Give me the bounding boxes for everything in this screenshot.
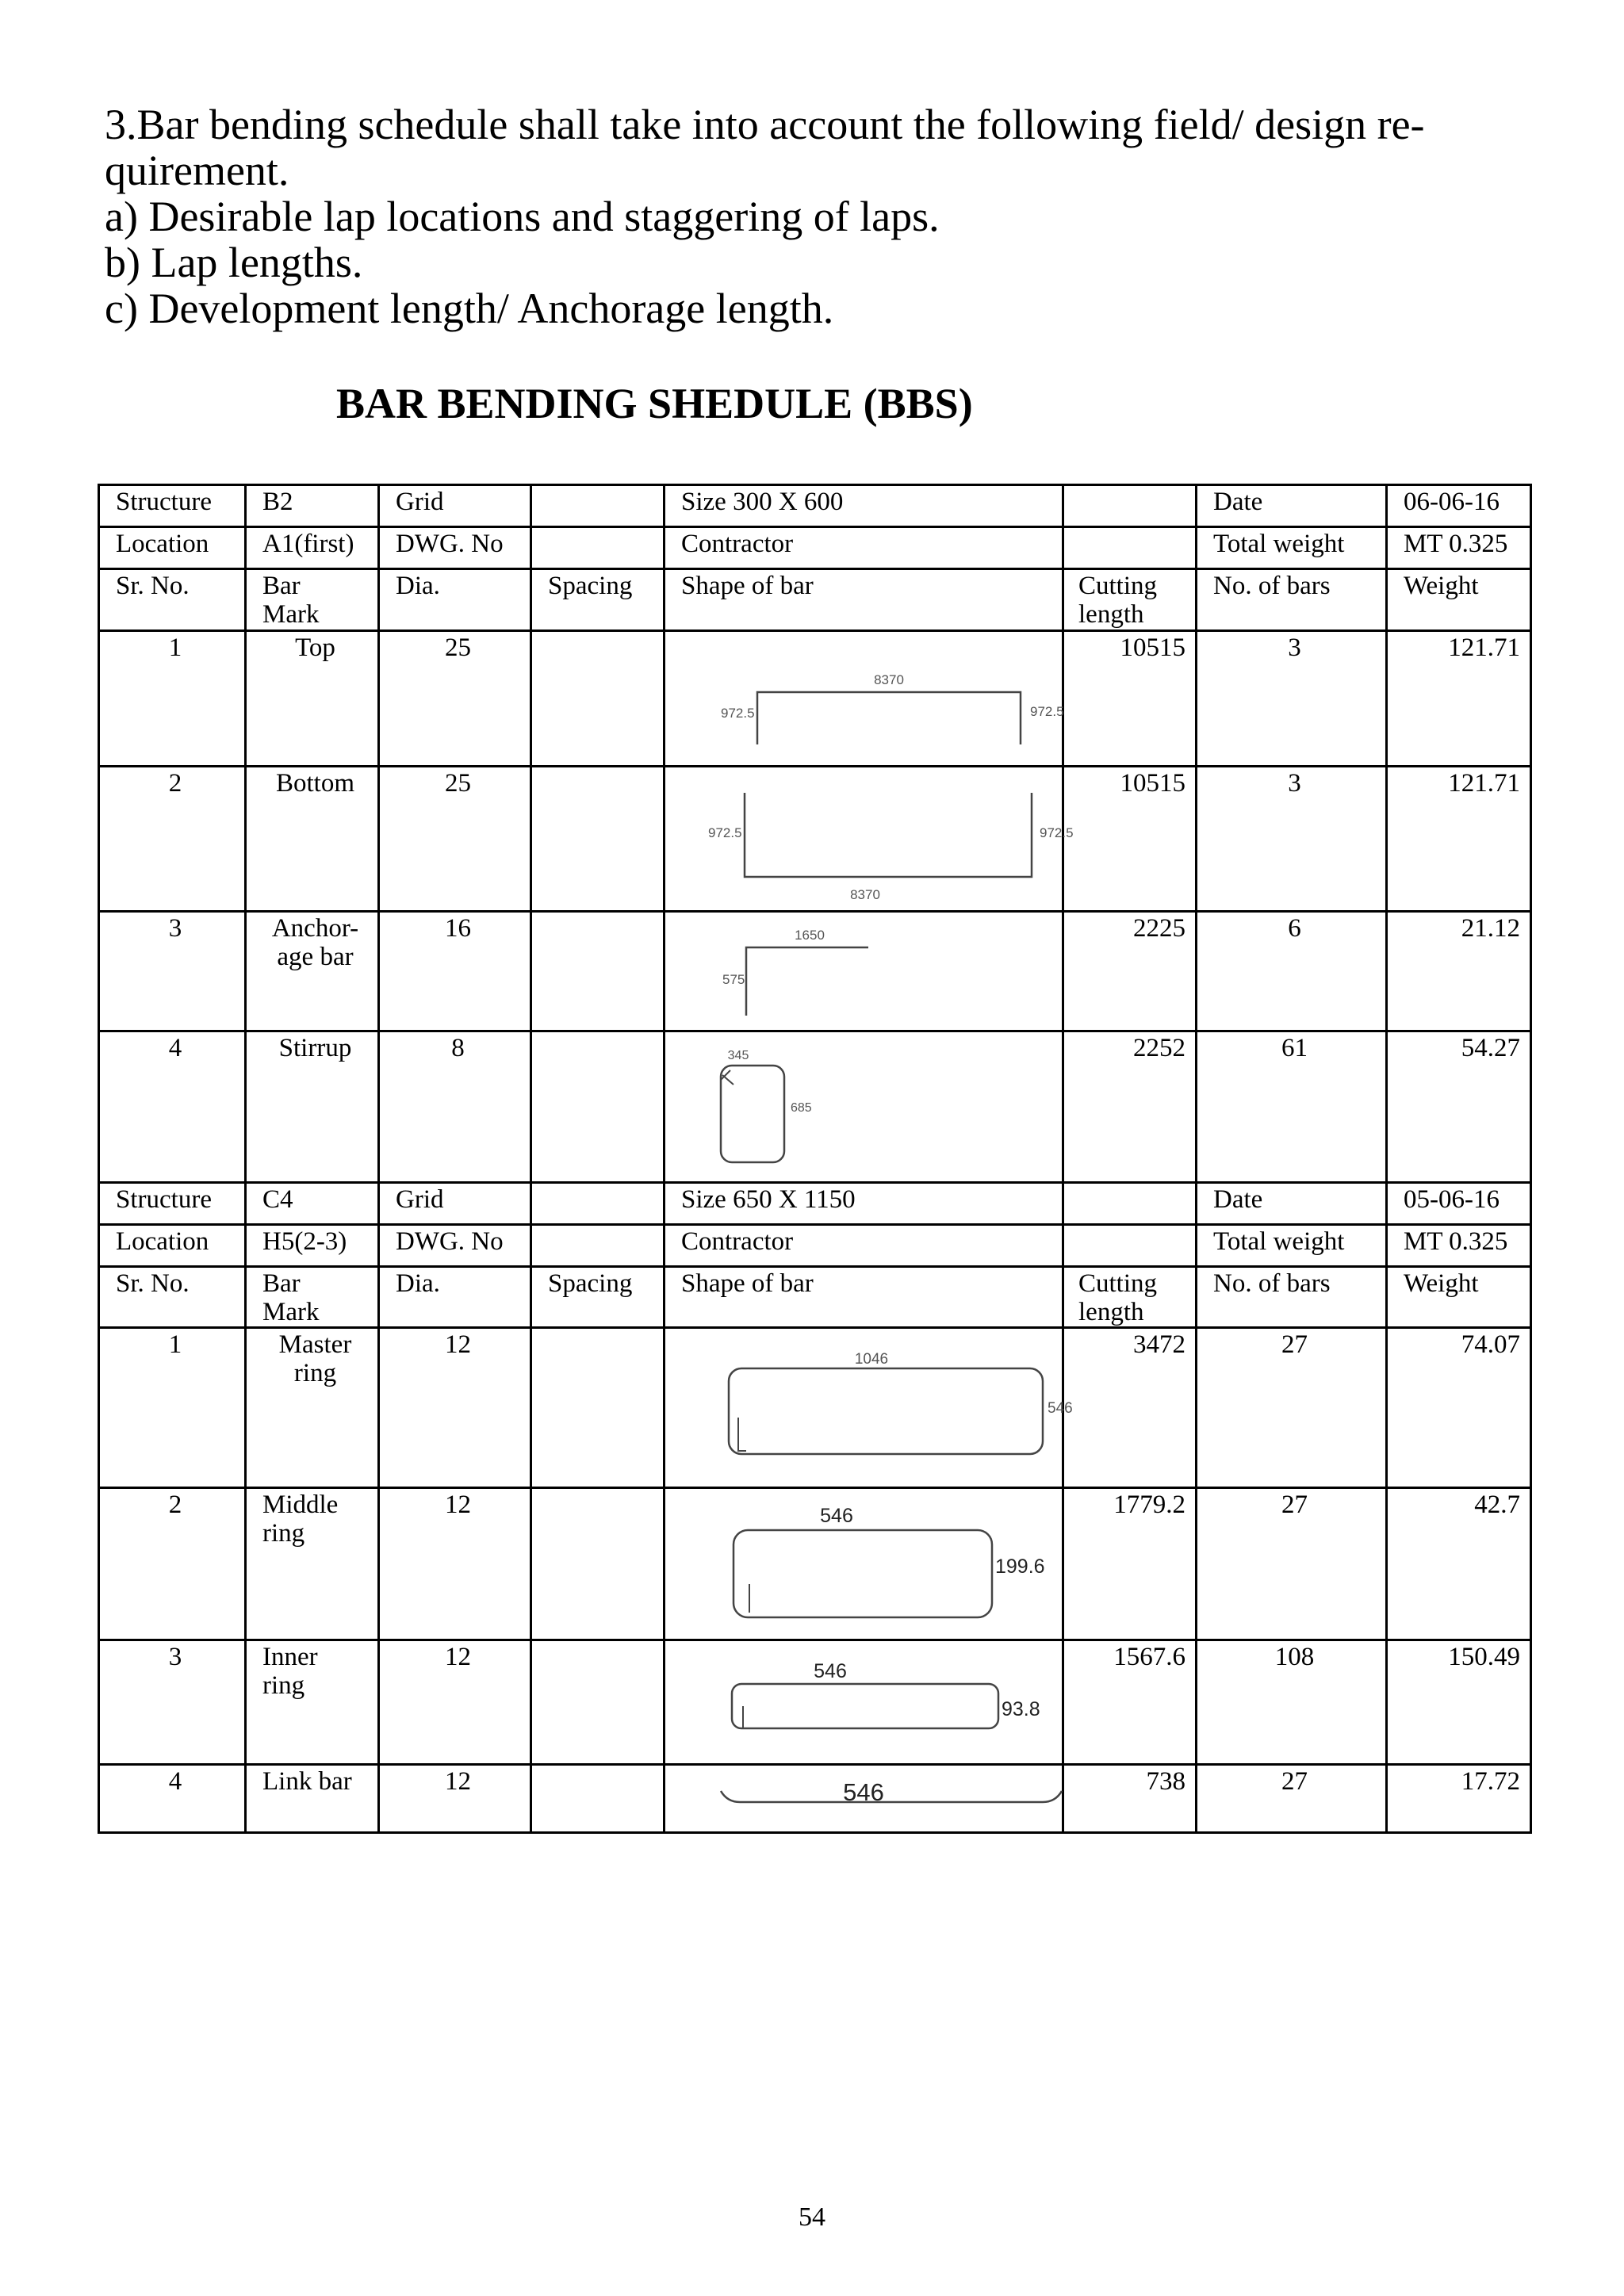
inner-height-label: 93.8 — [1002, 1698, 1040, 1720]
table-row — [99, 1488, 1531, 1640]
top-length-label: 8370 — [874, 672, 904, 687]
spacing — [531, 631, 665, 767]
grid-label: Grid — [379, 1183, 531, 1225]
no-of-bars-header: No. of bars — [1197, 569, 1387, 631]
no-of-bars: 3 — [1197, 631, 1387, 767]
table-row — [99, 1640, 1531, 1765]
bar-mark: Bottom — [246, 767, 379, 912]
bbs-table — [98, 484, 1532, 1834]
section2-location-row — [99, 1225, 1531, 1267]
intro-text — [105, 101, 1532, 331]
no-of-bars: 27 — [1197, 1328, 1387, 1488]
middle-ring-shape — [681, 1490, 1078, 1639]
grid-value — [531, 485, 665, 527]
no-of-bars: 27 — [1197, 1765, 1387, 1833]
structure-label: Structure — [99, 485, 246, 527]
section1-header-row — [99, 569, 1531, 631]
no-of-bars-header: No. of bars — [1197, 1267, 1387, 1328]
spacing-header: Spacing — [531, 569, 665, 631]
cutting-length: 2252 — [1063, 1031, 1197, 1183]
total-weight-value: MT 0.325 — [1387, 1225, 1531, 1267]
sr-no: 3 — [99, 1640, 246, 1765]
bottom-bar-shape — [681, 769, 1078, 910]
cutting-length: 2225 — [1063, 912, 1197, 1031]
sr-no: 4 — [99, 1765, 246, 1833]
master-height-label: 546 — [1048, 1400, 1073, 1417]
weight: 21.12 — [1387, 912, 1531, 1031]
dwg-label: DWG. No — [379, 1225, 531, 1267]
intro-line: b) Lap lengths. — [105, 239, 363, 286]
shape-bottom-bar — [665, 767, 1074, 912]
no-of-bars: 6 — [1197, 912, 1387, 1031]
table-row — [99, 1328, 1531, 1488]
cutting-length: 1779.2 — [1063, 1488, 1197, 1640]
weight: 121.71 — [1387, 767, 1531, 912]
anchorage-leg-label: 575 — [722, 972, 745, 987]
weight: 121.71 — [1387, 631, 1531, 767]
dia-header: Dia. — [379, 1267, 531, 1328]
no-of-bars: 61 — [1197, 1031, 1387, 1183]
structure-value: C4 — [246, 1183, 379, 1225]
stirrup-width-label: 345 — [727, 1049, 749, 1062]
shape-anchorage-bar — [665, 912, 1063, 1031]
dia: 16 — [379, 912, 531, 1031]
empty-cell — [1063, 485, 1197, 527]
weight: 74.07 — [1387, 1328, 1531, 1488]
bar-mark: Middle ring — [246, 1488, 379, 1640]
shape-header: Shape of bar — [665, 569, 1063, 631]
grid-label: Grid — [379, 485, 531, 527]
sr-no: 3 — [99, 912, 246, 1031]
structure-label: Structure — [99, 1183, 246, 1225]
anchorage-bar-shape — [681, 914, 1078, 1030]
top-bar-shape — [681, 633, 1078, 765]
shape-master-ring — [665, 1328, 1073, 1488]
bar-mark: Master ring — [246, 1328, 379, 1488]
dwg-value — [531, 1225, 665, 1267]
shape-link-bar — [665, 1765, 1063, 1833]
weight-header: Weight — [1387, 569, 1531, 631]
spacing-header: Spacing — [531, 1267, 665, 1328]
size-value: Size 300 X 600 — [665, 485, 1063, 527]
dwg-value — [531, 527, 665, 569]
date-label: Date — [1197, 485, 1387, 527]
intro-line: c) Development length/ Anchorage length. — [105, 285, 834, 332]
shape-top-bar — [665, 631, 1063, 767]
structure-value: B2 — [246, 485, 379, 527]
bar-mark-header: Bar Mark — [246, 1267, 379, 1328]
table-row — [99, 1031, 1531, 1183]
dia: 12 — [379, 1488, 531, 1640]
bottom-leg-right-label: 972.5 — [1040, 825, 1074, 840]
weight: 42.7 — [1387, 1488, 1531, 1640]
spacing — [531, 1031, 665, 1183]
date-label: Date — [1197, 1183, 1387, 1225]
contractor-label: Contractor — [665, 527, 1063, 569]
dia: 12 — [379, 1328, 531, 1488]
section2-structure-row — [99, 1183, 1531, 1225]
cutting-length: 3472 — [1063, 1328, 1197, 1488]
master-width-label: 1046 — [854, 1351, 889, 1368]
stirrup-shape — [681, 1034, 1078, 1181]
shape-stirrup — [665, 1031, 1063, 1183]
location-label: Location — [99, 1225, 246, 1267]
master-ring-shape — [681, 1330, 1078, 1487]
page-title: BAR BENDING SHEDULE (BBS) — [336, 380, 973, 427]
middle-height-label: 199.6 — [995, 1556, 1045, 1578]
spacing — [531, 1488, 665, 1640]
date-value: 06-06-16 — [1387, 485, 1531, 527]
total-weight-label: Total weight — [1197, 1225, 1387, 1267]
spacing — [531, 1328, 665, 1488]
top-leg-right-label: 972.5 — [1030, 704, 1064, 719]
cutting-length: 10515 — [1063, 631, 1197, 767]
total-weight-label: Total weight — [1197, 527, 1387, 569]
bar-mark: Anchor- age bar — [246, 912, 379, 1031]
page-number: 54 — [799, 2202, 825, 2232]
dia: 8 — [379, 1031, 531, 1183]
bar-mark: Link bar — [246, 1765, 379, 1833]
inner-ring-shape — [681, 1643, 1078, 1763]
section1-structure-row — [99, 485, 1531, 527]
total-weight-value: MT 0.325 — [1387, 527, 1531, 569]
location-label: Location — [99, 527, 246, 569]
contractor-label: Contractor — [665, 1225, 1063, 1267]
cutting-length-header: Cutting length — [1063, 1267, 1197, 1328]
dia-header: Dia. — [379, 569, 531, 631]
date-value: 05-06-16 — [1387, 1183, 1531, 1225]
empty-cell — [1063, 527, 1197, 569]
weight: 54.27 — [1387, 1031, 1531, 1183]
table-row — [99, 1765, 1531, 1833]
spacing — [531, 1765, 665, 1833]
bar-mark: Top — [246, 631, 379, 767]
intro-line: a) Desirable lap locations and staggering of laps. — [105, 193, 940, 240]
middle-width-label: 546 — [820, 1505, 853, 1527]
section1-location-row — [99, 527, 1531, 569]
intro-line: quirement. — [105, 147, 289, 194]
cutting-length: 10515 — [1063, 767, 1197, 912]
stirrup-height-label: 685 — [791, 1101, 812, 1115]
spacing — [531, 767, 665, 912]
cutting-length-header: Cutting length — [1063, 569, 1197, 631]
weight-header: Weight — [1387, 1267, 1531, 1328]
table-row — [99, 631, 1531, 767]
spacing — [531, 912, 665, 1031]
empty-cell — [1063, 1225, 1197, 1267]
cutting-length: 1567.6 — [1063, 1640, 1197, 1765]
dia: 12 — [379, 1640, 531, 1765]
bar-mark-header: Bar Mark — [246, 569, 379, 631]
spacing — [531, 1640, 665, 1765]
table-row — [99, 767, 1531, 912]
intro-line: 3.Bar bending schedule shall take into account the following field/ design re- — [105, 101, 1425, 148]
sr-no: 4 — [99, 1031, 246, 1183]
inner-width-label: 546 — [814, 1660, 847, 1682]
sr-header: Sr. No. — [99, 569, 246, 631]
bar-mark: Stirrup — [246, 1031, 379, 1183]
link-bar-shape — [681, 1767, 1078, 1831]
link-width-label: 546 — [843, 1778, 884, 1806]
dia: 25 — [379, 767, 531, 912]
grid-value — [531, 1183, 665, 1225]
location-value: H5(2-3) — [246, 1225, 379, 1267]
size-value: Size 650 X 1150 — [665, 1183, 1063, 1225]
empty-cell — [1063, 1183, 1197, 1225]
no-of-bars: 108 — [1197, 1640, 1387, 1765]
no-of-bars: 3 — [1197, 767, 1387, 912]
no-of-bars: 27 — [1197, 1488, 1387, 1640]
weight: 17.72 — [1387, 1765, 1531, 1833]
sr-header: Sr. No. — [99, 1267, 246, 1328]
dia: 25 — [379, 631, 531, 767]
bottom-length-label: 8370 — [850, 887, 880, 902]
dwg-label: DWG. No — [379, 527, 531, 569]
sr-no: 1 — [99, 631, 246, 767]
weight: 150.49 — [1387, 1640, 1531, 1765]
cutting-length: 738 — [1063, 1765, 1197, 1833]
sr-no: 1 — [99, 1328, 246, 1488]
location-value: A1(first) — [246, 527, 379, 569]
sr-no: 2 — [99, 767, 246, 912]
anchorage-length-label: 1650 — [795, 928, 825, 943]
shape-middle-ring — [665, 1488, 1063, 1640]
shape-header: Shape of bar — [665, 1267, 1063, 1328]
section2-header-row — [99, 1267, 1531, 1328]
top-leg-left-label: 972.5 — [721, 706, 755, 721]
sr-no: 2 — [99, 1488, 246, 1640]
bar-mark: Inner ring — [246, 1640, 379, 1765]
shape-inner-ring — [665, 1640, 1063, 1765]
table-row — [99, 912, 1531, 1031]
dia: 12 — [379, 1765, 531, 1833]
bottom-leg-left-label: 972.5 — [708, 825, 742, 840]
